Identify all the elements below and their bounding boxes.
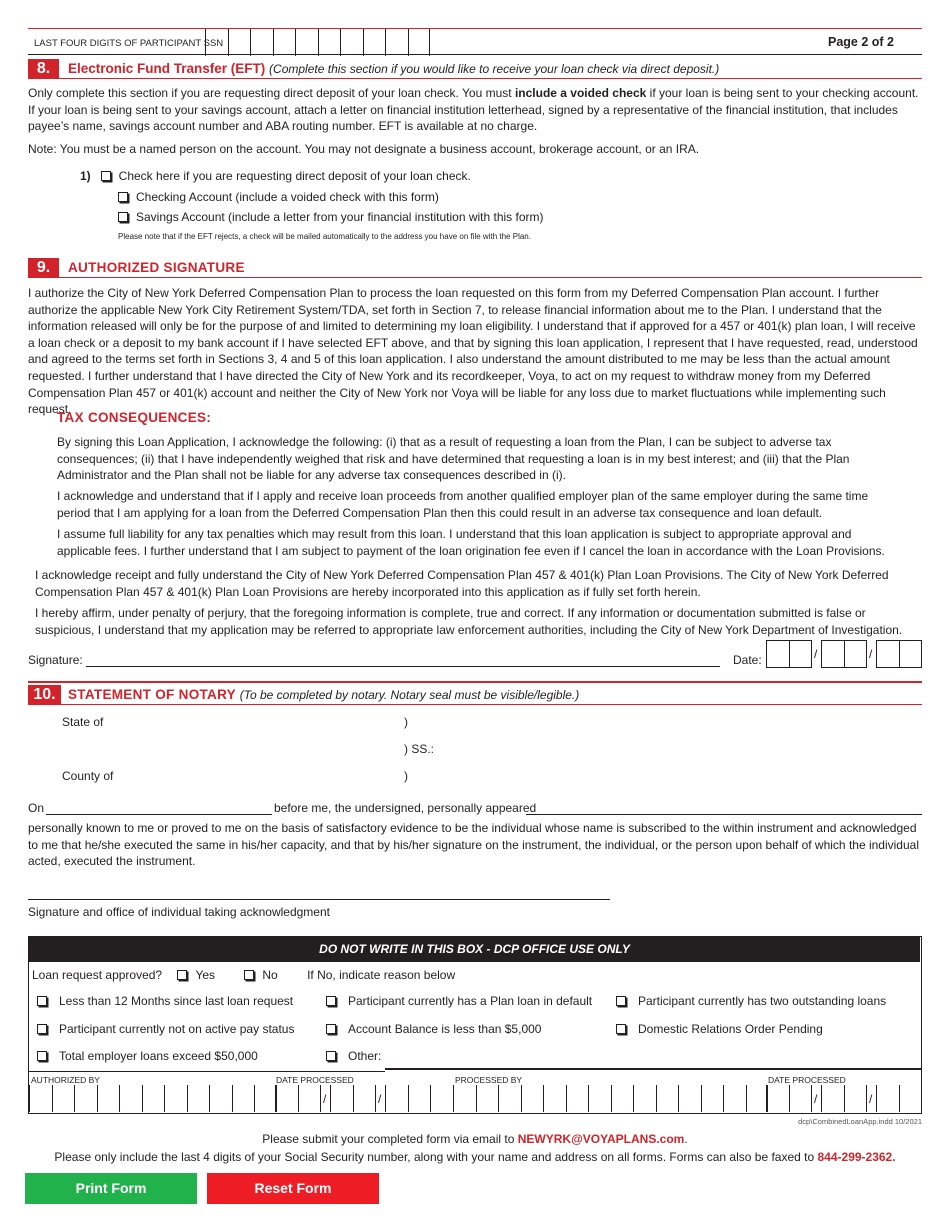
savings-checkbox[interactable] bbox=[118, 212, 128, 222]
reason-1-checkbox[interactable] bbox=[37, 996, 47, 1006]
submit-instructions: Please submit your completed form via email to NEWYRK@VOYAPLANS.com. bbox=[262, 1132, 688, 1146]
affirmation-paragraph: I hereby affirm, under penalty of perjury, that the foregoing information is complete, true and correct. If any information or documentation submitted is false or suspicious, I understand that my application may be referred to appropriate law enforcement authorities, including the City of New York Department of Investigation. bbox=[35, 606, 903, 637]
date-processed-label: DATE PROCESSED bbox=[276, 1075, 354, 1085]
ssn-label: LAST FOUR DIGITS OF PARTICIPANT SSN bbox=[34, 38, 224, 49]
reason-6[interactable]: Domestic Relations Order Pending bbox=[616, 1021, 823, 1038]
reason-3[interactable]: Participant currently has two outstanding loans bbox=[616, 993, 886, 1010]
file-reference: dcp\CombinedLoanApp.indd 10/2021 bbox=[798, 1117, 922, 1126]
office-use-box bbox=[28, 936, 922, 1114]
ssn-instructions: Please only include the last 4 digits of your Social Security number, along with your name and address on all forms. Forms can also be faxed to 844-299-2362. bbox=[54, 1150, 896, 1164]
date-processed-boxes-2[interactable]: / / bbox=[766, 1085, 922, 1112]
section-8-note: Note: You must be a named person on the account. You may not designate a business account, brokerage account, or an IRA. bbox=[28, 142, 700, 156]
section-10-top-rule bbox=[28, 681, 922, 683]
on-label: On bbox=[28, 801, 45, 815]
office-divider-2 bbox=[385, 1068, 921, 1070]
reason-5-checkbox[interactable] bbox=[326, 1024, 336, 1034]
tax-paragraph-3: I assume full liability for any tax penalties which may result from this loan. I understand that this loan application is subject to appropriate approval and applicable fees. I further understand that I am subject to payment of the loan origination fee even if I cancel the loan in accordance with the Loan Provisions. bbox=[57, 527, 885, 558]
print-form-button[interactable]: Print Form bbox=[25, 1173, 197, 1204]
section-8-header bbox=[28, 59, 922, 79]
signature-line[interactable] bbox=[86, 666, 720, 667]
savings-option[interactable]: Savings Account (include a letter from your financial institution with this form) bbox=[118, 209, 544, 226]
appeared-name-line[interactable] bbox=[526, 814, 922, 815]
section-10-header bbox=[28, 685, 922, 705]
paren-1: ) bbox=[404, 715, 408, 729]
reason-6-checkbox[interactable] bbox=[616, 1024, 626, 1034]
date-processed-label-2: DATE PROCESSED bbox=[768, 1075, 846, 1085]
tax-paragraph-2: I acknowledge and understand that if I apply and receive loan proceeds from another qualified employer plan of the same employer during the same time period that I am applying for a loan from the Deferred Compensation Plan then this could result in an adverse tax consequence and loan default. bbox=[57, 489, 869, 520]
reason-5[interactable]: Account Balance is less than $5,000 bbox=[326, 1021, 541, 1038]
section-8-title: Electronic Fund Transfer (EFT) (Complete this section if you would like to receive your loan check via direct deposit.) bbox=[68, 61, 720, 76]
reason-7-checkbox[interactable] bbox=[37, 1051, 47, 1061]
notary-date-line[interactable] bbox=[46, 814, 272, 815]
signature-date-boxes[interactable]: / / bbox=[766, 640, 922, 668]
reason-1[interactable]: Less than 12 Months since last loan request bbox=[37, 993, 293, 1010]
email-link[interactable]: NEWYRK@VOYAPLANS.com bbox=[517, 1132, 685, 1146]
paren-2: ) bbox=[404, 769, 408, 783]
checking-checkbox[interactable] bbox=[118, 192, 128, 202]
office-use-header: DO NOT WRITE IN THIS BOX - DCP OFFICE USE ONLY bbox=[29, 937, 920, 962]
before-me-label: before me, the undersigned, personally appeared bbox=[274, 801, 537, 815]
signature-label: Signature: bbox=[28, 653, 83, 667]
date-processed-boxes[interactable]: / / bbox=[275, 1085, 431, 1112]
date-label: Date: bbox=[733, 653, 762, 667]
acknowledgment-paragraph: I acknowledge receipt and fully understand the City of New York Deferred Compensation Plan 457 & 401(k) Plan Loan Provisions. The City of New York Deferred Compensation Plan 457 & 401(k) Plan Loan Provisions are hereby incorporated into this application as if fully set forth herein. bbox=[35, 568, 889, 599]
direct-deposit-checkbox[interactable] bbox=[101, 171, 111, 181]
office-divider bbox=[29, 1071, 385, 1072]
reason-2[interactable]: Participant currently has a Plan loan in default bbox=[326, 993, 592, 1010]
section-9-title: AUTHORIZED SIGNATURE bbox=[68, 260, 245, 275]
processed-by-boxes[interactable] bbox=[453, 1085, 768, 1112]
authorized-by-boxes[interactable] bbox=[29, 1085, 277, 1112]
processed-by-label: PROCESSED BY bbox=[455, 1075, 523, 1085]
section-8-number: 8. bbox=[28, 59, 59, 79]
reason-4[interactable]: Participant currently not on active pay status bbox=[37, 1021, 294, 1038]
notary-known-paragraph: personally known to me or proved to me on the basis of satisfactory evidence to be the individual whose name is subscribed to the within instrument and acknowledged to me that he/she executed the same in his/her capacity, and that by his/her signature on the instrument, the individual, or the person upon behalf of which the individual acted, executed the instrument. bbox=[28, 821, 919, 869]
tax-paragraph-1: By signing this Loan Application, I acknowledge the following: (i) that as a result of requesting a loan from the Plan, I can be subject to adverse tax consequences; (ii) that I have independently weighed that risk and have determined that requesting a loan is in my best interest; and (iii) that the Plan Administrator and the Plan shall not be liable for any adverse tax consequences described in (i). bbox=[57, 435, 850, 483]
state-of-label: State of bbox=[62, 715, 104, 729]
header-bar bbox=[28, 28, 922, 55]
page-number: Page 2 of 2 bbox=[828, 35, 894, 49]
tax-consequences-title: TAX CONSEQUENCES: bbox=[57, 410, 212, 425]
reason-2-checkbox[interactable] bbox=[326, 996, 336, 1006]
authorized-by-label: AUTHORIZED BY bbox=[31, 1075, 100, 1085]
notary-signature-label: Signature and office of individual taking acknowledgment bbox=[28, 905, 330, 919]
reset-form-button[interactable]: Reset Form bbox=[207, 1173, 379, 1204]
ss-label: ) SS.: bbox=[404, 742, 435, 756]
section-9-header bbox=[28, 258, 922, 278]
section-10-title: STATEMENT OF NOTARY (To be completed by notary. Notary seal must be visible/legible.) bbox=[68, 687, 580, 702]
approved-no-checkbox[interactable] bbox=[244, 970, 254, 980]
item-number: 1) bbox=[80, 169, 91, 183]
reason-4-checkbox[interactable] bbox=[37, 1024, 47, 1034]
approved-yes-checkbox[interactable] bbox=[177, 970, 187, 980]
direct-deposit-option[interactable]: 1) Check here if you are requesting direct deposit of your loan check. bbox=[80, 169, 471, 183]
notary-signature-line[interactable] bbox=[28, 899, 610, 900]
eft-fine-print: Please note that if the EFT rejects, a check will be mailed automatically to the address you have on file with the Plan. bbox=[118, 232, 531, 241]
reason-7[interactable]: Total employer loans exceed $50,000 bbox=[37, 1048, 258, 1065]
county-of-label: County of bbox=[62, 769, 114, 783]
section-8-paragraph: Only complete this section if you are requesting direct deposit of your loan check. You must include a voided check if your loan is being sent to your checking account. If your loan is being sent to your savings account, attach a letter on financial institution letterhead, signed by a representative of the financial institution, that includes payee’s name, savings account number and ABA routing number. EFT is available at no charge. bbox=[28, 86, 919, 134]
reason-8-checkbox[interactable] bbox=[326, 1051, 336, 1061]
authorization-paragraph: I authorize the City of New York Deferred Compensation Plan to process the loan requested on this form from my Deferred Compensation Plan account. I further authorize the applicable New York City Retirement System/TDA, set forth in Section 7, to release financial information about me to the Plan. I understand that the information released will only be for the purpose of and limited to determining my loan eligibility. I understand that if approved for a 457 or 401(k) plan loan, I will receive a loan check or a deposit to my bank account if I have selected EFT above, and that by signing this loan application, I represent that I have requested, read, understood and agreed to the terms set forth in Sections 3, 4 and 5 of this loan application. I also understand the amount distributed to me may be less than the actual amount requested. I further understand that I have directed the City of New York and its recordkeeper, Voya, to act on my request to withdraw money from my Deferred Compensation Plan 457 or 401(k) account and neither the City of New York nor Voya will be liable for any loss due to market fluctuations while implementing such request. bbox=[28, 286, 918, 417]
fax-number: 844-299-2362. bbox=[817, 1150, 896, 1164]
section-9-number: 9. bbox=[28, 258, 59, 278]
approved-row: Loan request approved? Yes No If No, indicate reason below bbox=[32, 968, 456, 982]
reason-8[interactable]: Other: bbox=[326, 1048, 381, 1065]
ssn-boxes[interactable] bbox=[205, 29, 430, 56]
reason-3-checkbox[interactable] bbox=[616, 996, 626, 1006]
checking-option[interactable]: Checking Account (include a voided check with this form) bbox=[118, 189, 439, 206]
section-10-number: 10. bbox=[28, 685, 61, 705]
